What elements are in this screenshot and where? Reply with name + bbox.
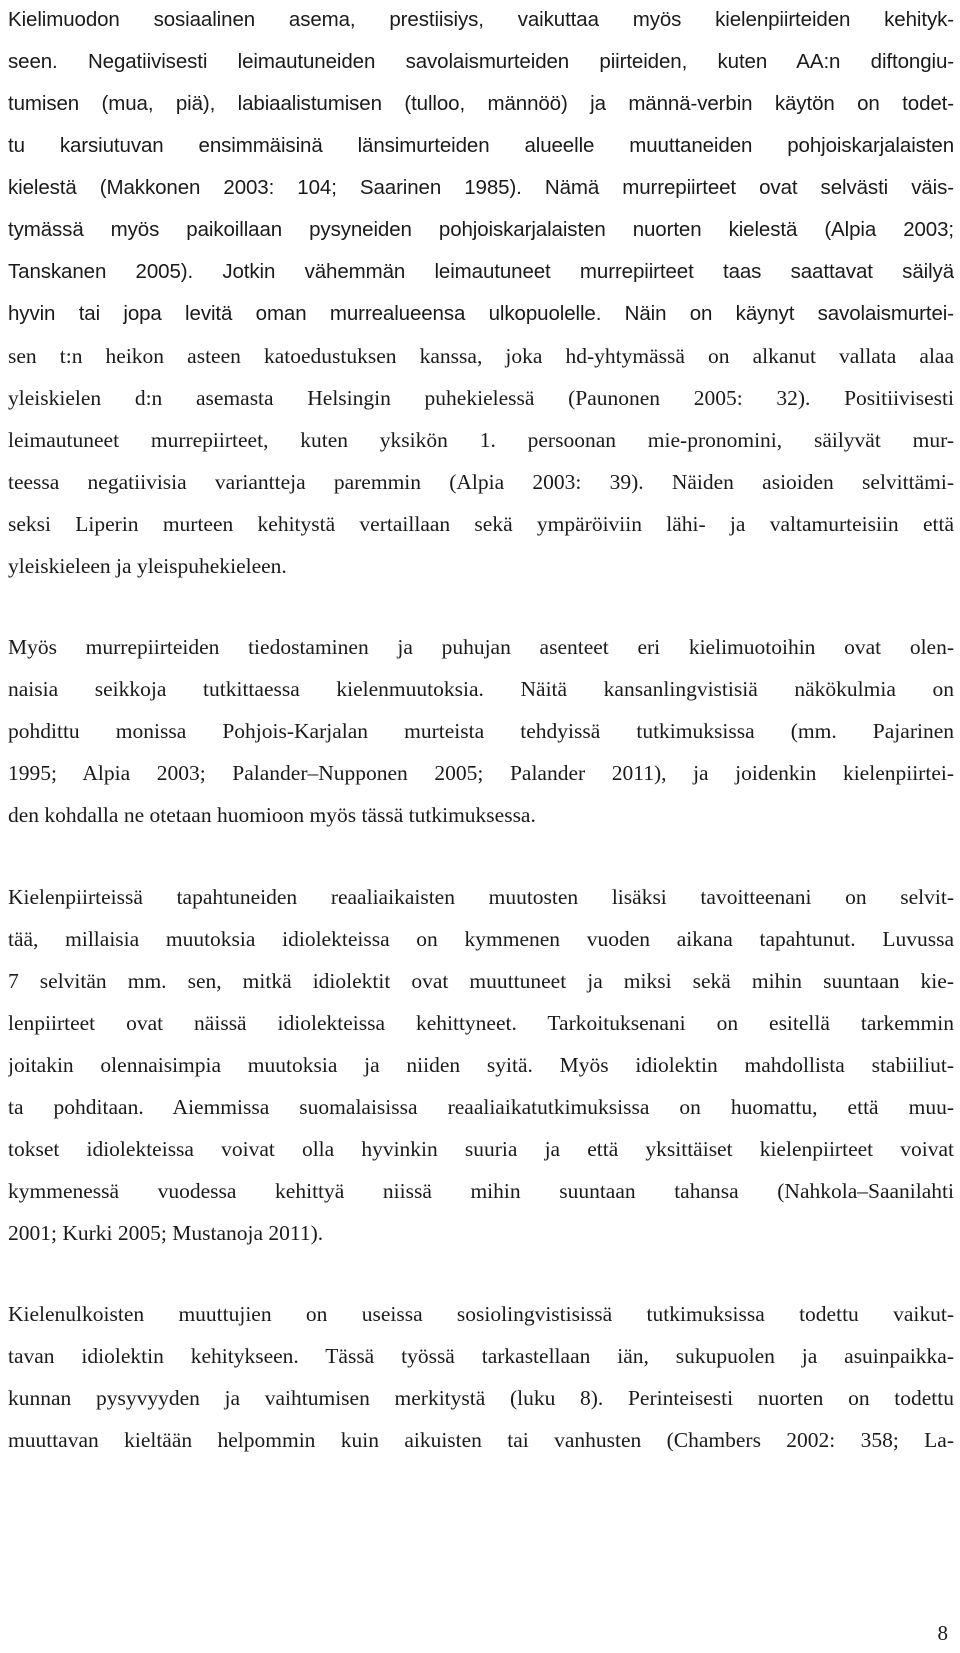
text-line: tavan idiolektin kehitykseen. Tässä työssä tarkastellaan iän, sukupuolen ja asuinpaikka-: [8, 1344, 954, 1368]
text-line: Kielimuodon sosiaalinen asema, prestiisiys, vaikuttaa myös kielenpiirteiden kehityk-: [8, 8, 954, 31]
text-line: teessa negatiivisia variantteja paremmin (Alpia 2003: 39). Näiden asioiden selvittämi-: [8, 470, 954, 494]
text-line: seen. Negatiivisesti leimautuneiden savolaismurteiden piirteiden, kuten AA:n diftongiu-: [8, 50, 954, 73]
text-line: yleiskieleen ja yleispuhekieleen.: [8, 554, 287, 578]
text-line: seksi Liperin murteen kehitystä vertaillaan sekä ympäröiviin lähi- ja valtamurteisiin että: [8, 512, 954, 536]
text-line: Kielenpiirteissä tapahtuneiden reaaliaikaisten muutosten lisäksi tavoitteenani on selvit-: [8, 885, 954, 909]
text-line: Tanskanen 2005). Jotkin vähemmän leimautuneet murrepiirteet taas saattavat säilyä: [8, 260, 954, 283]
text-line: Myös murrepiirteiden tiedostaminen ja puhujan asenteet eri kielimuotoihin ovat olen-: [8, 635, 954, 659]
text-line: lenpiirteet ovat näissä idiolekteissa kehittyneet. Tarkoituksenani on esitellä tarkemmin: [8, 1011, 954, 1035]
text-line: hyvin tai jopa levitä oman murrealueensa ulkopuolelle. Näin on käynyt savolaismurtei-: [8, 302, 954, 325]
text-line: sen t:n heikon asteen katoedustuksen kanssa, joka hd-yhtymässä on alkanut vallata alaa: [8, 344, 954, 368]
text-line: yleiskielen d:n asemasta Helsingin puhekielessä (Paunonen 2005: 32). Positiivisesti: [8, 386, 954, 410]
text-line: den kohdalla ne otetaan huomioon myös tässä tutkimuksessa.: [8, 803, 536, 827]
text-line: naisia seikkoja tutkittaessa kielenmuutoksia. Näitä kansanlingvistisiä näkökulmia on: [8, 677, 954, 701]
text-line: kunnan pysyvyyden ja vaihtumisen merkitystä (luku 8). Perinteisesti nuorten on todettu: [8, 1386, 954, 1410]
text-line: ta pohditaan. Aiemmissa suomalaisissa reaaliaikatutkimuksissa on huomattu, että muu-: [8, 1095, 954, 1119]
text-line: 7 selvitän mm. sen, mitkä idiolektit ovat muuttuneet ja miksi sekä mihin suuntaan kie-: [8, 969, 954, 993]
text-line: pohdittu monissa Pohjois-Karjalan murteista tehdyissä tutkimuksissa (mm. Pajarinen: [8, 719, 954, 743]
text-line: tokset idiolekteissa voivat olla hyvinkin suuria ja että yksittäiset kielenpiirteet voivat: [8, 1137, 954, 1161]
text-line: tää, millaisia muutoksia idiolekteissa on kymmenen vuoden aikana tapahtunut. Luvussa: [8, 927, 954, 951]
text-line: Kielenulkoisten muuttujien on useissa sosiolingvistisissä tutkimuksissa todettu vaikut-: [8, 1302, 954, 1326]
text-line: muuttavan kieltään helpommin kuin aikuisten tai vanhusten (Chambers 2002: 358; La-: [8, 1428, 954, 1452]
text-line: tumisen (mua, piä), labiaalistumisen (tulloo, männöö) ja männä-verbin käytön on todet-: [8, 92, 954, 115]
text-line: 1995; Alpia 2003; Palander–Nupponen 2005; Palander 2011), ja joidenkin kielenpiirtei-: [8, 761, 954, 785]
text-line: kymmenessä vuodessa kehittyä niissä mihin suuntaan tahansa (Nahkola–Saanilahti: [8, 1179, 954, 1203]
text-line: leimautuneet murrepiirteet, kuten yksikön 1. persoonan mie-pronomini, säilyvät mur-: [8, 428, 954, 452]
text-line: joitakin olennaisimpia muutoksia ja niiden syitä. Myös idiolektin mahdollista stabiiliut-: [8, 1053, 954, 1077]
text-line: 2001; Kurki 2005; Mustanoja 2011).: [8, 1221, 324, 1245]
page-number: 8: [937, 1621, 948, 1645]
text-line: tymässä myös paikoillaan pysyneiden pohjoiskarjalaisten nuorten kielestä (Alpia 2003;: [8, 218, 954, 241]
text-line: tu karsiutuvan ensimmäisinä länsimurteiden alueelle muuttaneiden pohjoiskarjalaisten: [8, 134, 954, 157]
text-line: kielestä (Makkonen 2003: 104; Saarinen 1985). Nämä murrepiirteet ovat selvästi väis-: [8, 176, 954, 199]
